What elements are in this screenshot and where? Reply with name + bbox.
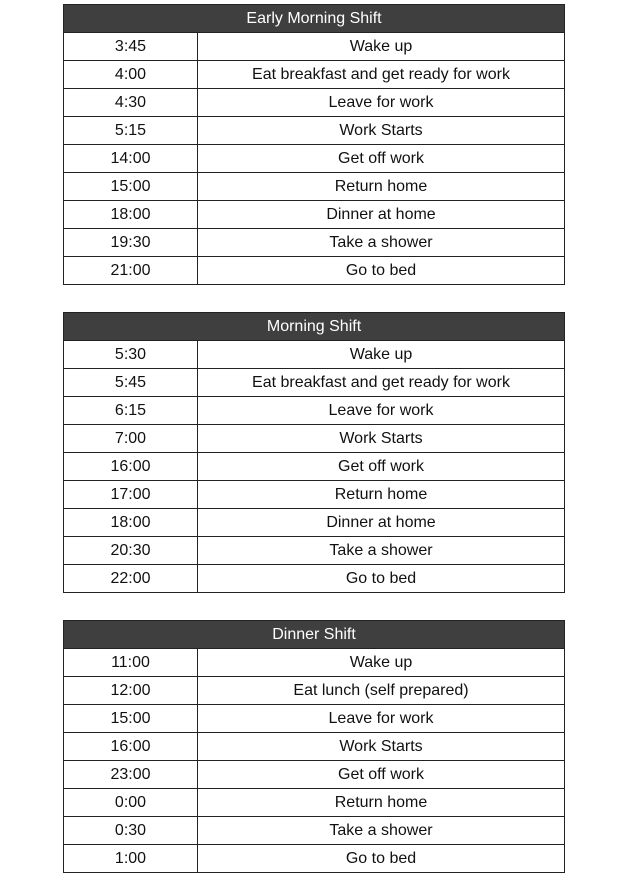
- time-cell: 5:15: [64, 117, 198, 145]
- time-cell: 14:00: [64, 145, 198, 173]
- table-row: [64, 453, 565, 481]
- table-row: [64, 509, 565, 537]
- activity-cell: Eat breakfast and get ready for work: [198, 61, 565, 89]
- table-row: [64, 117, 565, 145]
- activity-cell: Work Starts: [198, 425, 565, 453]
- activity-cell: Go to bed: [198, 845, 565, 873]
- table-row: [64, 817, 565, 845]
- time-cell: 6:15: [64, 397, 198, 425]
- table-row: [64, 229, 565, 257]
- activity-cell: Leave for work: [198, 89, 565, 117]
- activity-cell: Go to bed: [198, 257, 565, 285]
- time-cell: 12:00: [64, 677, 198, 705]
- table-row: [64, 481, 565, 509]
- activity-cell: Return home: [198, 481, 565, 509]
- activity-cell: Go to bed: [198, 565, 565, 593]
- activity-cell: Wake up: [198, 341, 565, 369]
- time-cell: 1:00: [64, 845, 198, 873]
- table-row: [64, 845, 565, 873]
- table-row: [64, 369, 565, 397]
- table-row: [64, 341, 565, 369]
- shift-title: Dinner Shift: [64, 621, 565, 649]
- time-cell: 23:00: [64, 761, 198, 789]
- activity-cell: Wake up: [198, 33, 565, 61]
- shift-title: Morning Shift: [64, 313, 565, 341]
- activity-cell: Take a shower: [198, 817, 565, 845]
- table-row: [64, 89, 565, 117]
- activity-cell: Dinner at home: [198, 509, 565, 537]
- time-cell: 15:00: [64, 705, 198, 733]
- table-row: [64, 397, 565, 425]
- table-row: [64, 425, 565, 453]
- time-cell: 16:00: [64, 453, 198, 481]
- activity-cell: Eat breakfast and get ready for work: [198, 369, 565, 397]
- time-cell: 18:00: [64, 509, 198, 537]
- activity-cell: Get off work: [198, 453, 565, 481]
- activity-cell: Leave for work: [198, 705, 565, 733]
- time-cell: 16:00: [64, 733, 198, 761]
- time-cell: 5:45: [64, 369, 198, 397]
- table-row: [64, 145, 565, 173]
- table-row: [64, 257, 565, 285]
- activity-cell: Dinner at home: [198, 201, 565, 229]
- activity-cell: Get off work: [198, 761, 565, 789]
- table-header-row: [64, 313, 565, 341]
- table-row: [64, 201, 565, 229]
- activity-cell: Return home: [198, 173, 565, 201]
- activity-cell: Eat lunch (self prepared): [198, 677, 565, 705]
- time-cell: 11:00: [64, 649, 198, 677]
- time-cell: 7:00: [64, 425, 198, 453]
- table-row: [64, 537, 565, 565]
- table-row: [64, 173, 565, 201]
- shift-title: Early Morning Shift: [64, 5, 565, 33]
- table-header-row: [64, 5, 565, 33]
- table-header-row: [64, 621, 565, 649]
- table-row: [64, 649, 565, 677]
- table-row: [64, 677, 565, 705]
- table-row: [64, 733, 565, 761]
- time-cell: 21:00: [64, 257, 198, 285]
- early-morning-shift-table: [63, 4, 565, 285]
- time-cell: 4:30: [64, 89, 198, 117]
- activity-cell: Work Starts: [198, 733, 565, 761]
- activity-cell: Leave for work: [198, 397, 565, 425]
- activity-cell: Wake up: [198, 649, 565, 677]
- table-row: [64, 33, 565, 61]
- activity-cell: Take a shower: [198, 537, 565, 565]
- time-cell: 22:00: [64, 565, 198, 593]
- time-cell: 0:00: [64, 789, 198, 817]
- table-row: [64, 565, 565, 593]
- time-cell: 3:45: [64, 33, 198, 61]
- activity-cell: Get off work: [198, 145, 565, 173]
- time-cell: 15:00: [64, 173, 198, 201]
- time-cell: 0:30: [64, 817, 198, 845]
- time-cell: 18:00: [64, 201, 198, 229]
- table-row: [64, 789, 565, 817]
- time-cell: 19:30: [64, 229, 198, 257]
- time-cell: 20:30: [64, 537, 198, 565]
- activity-cell: Return home: [198, 789, 565, 817]
- table-row: [64, 705, 565, 733]
- table-row: [64, 761, 565, 789]
- morning-shift-table: [63, 312, 565, 593]
- time-cell: 5:30: [64, 341, 198, 369]
- time-cell: 17:00: [64, 481, 198, 509]
- table-row: [64, 61, 565, 89]
- activity-cell: Take a shower: [198, 229, 565, 257]
- activity-cell: Work Starts: [198, 117, 565, 145]
- time-cell: 4:00: [64, 61, 198, 89]
- dinner-shift-table: [63, 620, 565, 873]
